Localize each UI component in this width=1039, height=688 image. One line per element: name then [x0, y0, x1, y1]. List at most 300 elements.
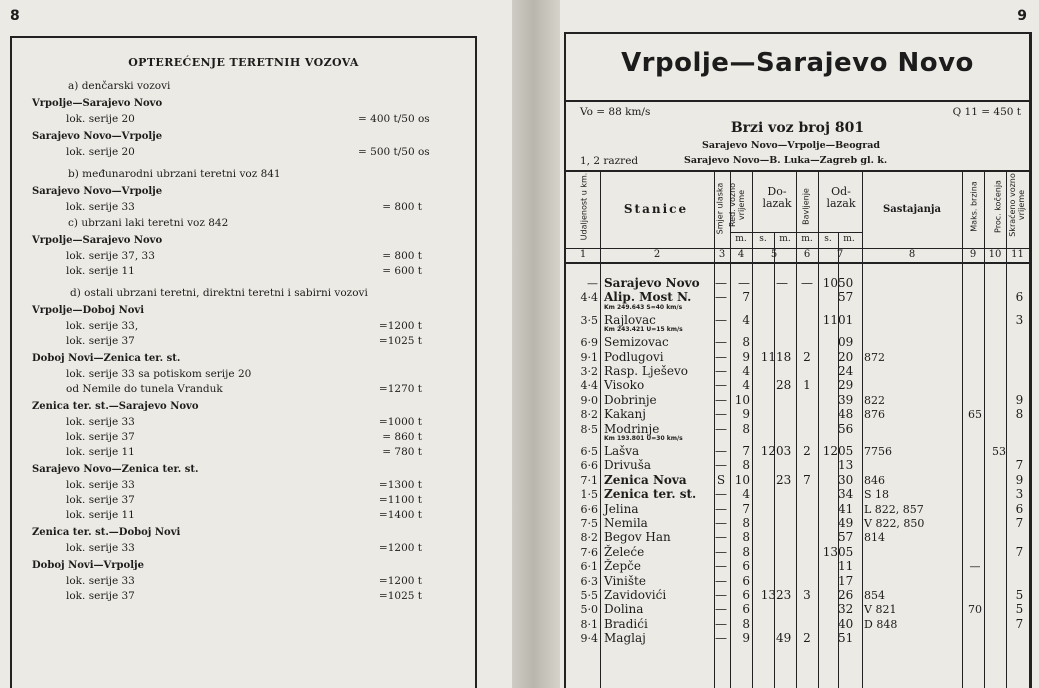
section-heading [12, 559, 475, 573]
load-item-text: Sarajevo Novo—Vrpolje [32, 186, 163, 197]
max-speed: 70 [968, 603, 982, 617]
load-item [12, 415, 475, 429]
load-value: =1200 t [378, 542, 422, 554]
run-time: 8 [742, 516, 750, 530]
station-km: 5·5 [580, 589, 598, 602]
load-item-text: lok. serije 33 [66, 542, 135, 554]
run-time: 9 [742, 349, 750, 364]
station-name: Zenica ter. st. [604, 487, 697, 502]
station-km: 9·0 [580, 393, 598, 407]
station-row [566, 378, 1029, 393]
departure-minute: 32 [838, 602, 854, 617]
dwell-time: 7 [803, 472, 811, 487]
station-row [566, 473, 1029, 488]
departure-minute: 57 [838, 530, 854, 545]
header-dep-s: s. [824, 234, 832, 244]
entry-direction: — [715, 588, 727, 602]
load-item-text: lok. serije 33 [66, 416, 135, 428]
load-item [12, 574, 475, 588]
header-maks-brzina: Maks. brzina [969, 181, 979, 232]
run-time: 6 [742, 602, 750, 617]
station-row [566, 530, 1029, 545]
title-rule [566, 100, 1029, 102]
station-name: Begov Han [604, 530, 671, 545]
station-row [566, 588, 1029, 603]
header-km: Udaljenost u km. [579, 172, 589, 241]
column-number: 10 [988, 249, 1002, 260]
load-value: =1400 t [378, 509, 422, 521]
load-item-text: d) ostali ubrzani teretni, direktni teretni i sabirni vozovi [70, 287, 368, 299]
entry-direction: — [715, 407, 727, 422]
load-item-text: a) denčarski vozovi [68, 80, 171, 92]
run-time: — [738, 276, 750, 290]
run-time: 6 [742, 588, 750, 602]
header-red-vozno: Red. vozno vrijeme [728, 182, 746, 228]
load-item-text: Doboj Novi—Zenica ter. st. [32, 353, 181, 364]
station-name: Želeće [604, 544, 645, 559]
arrival-minute: 23 [776, 472, 792, 487]
station-km: — [587, 277, 598, 290]
departure-hour: 10 [822, 276, 838, 290]
departure-minute: 26 [838, 588, 854, 602]
departure-minute: 49 [838, 516, 854, 530]
meets: 7756 [864, 445, 892, 458]
run-time: 9 [742, 631, 750, 646]
station-km: 7·1 [580, 473, 598, 487]
dwell-time: 3 [803, 588, 811, 602]
run-time: 4 [742, 378, 750, 393]
load-value: =1100 t [378, 494, 422, 506]
run-time: 7 [742, 444, 750, 458]
load-item-text: c) ubrzani laki teretni voz 842 [68, 217, 229, 229]
section-heading [12, 130, 475, 144]
station-row [566, 444, 1029, 459]
station-km: 7·6 [580, 545, 598, 559]
station-km: 1·5 [580, 488, 598, 502]
load-value: = 600 t [382, 265, 422, 277]
departure-minute: 05 [838, 544, 854, 559]
arrival-minute: 18 [776, 349, 792, 364]
load-item-text: Vrpolje—Sarajevo Novo [32, 98, 163, 109]
meets: V 822, 850 [864, 517, 925, 530]
page-number-right: 9 [1017, 8, 1027, 24]
station-km: 6·6 [580, 459, 598, 473]
header-dolazak: Do- lazak [762, 185, 792, 210]
station-row [566, 602, 1029, 617]
departure-minute: 13 [838, 458, 854, 473]
meets: D 848 [864, 617, 898, 631]
meets: 876 [864, 408, 885, 422]
departure-minute: 56 [838, 421, 854, 436]
load-value: =1000 t [378, 416, 422, 428]
departure-minute: 30 [838, 472, 854, 487]
reduced-run-time: 7 [1015, 516, 1024, 530]
category-label [12, 167, 475, 181]
route-line-2: Sarajevo Novo—B. Luka—Zagreb gl. k. [684, 155, 888, 166]
run-time: 8 [742, 616, 750, 631]
departure-minute: 24 [838, 364, 854, 378]
entry-direction: — [715, 530, 727, 545]
header-arr-m: m. [779, 234, 791, 244]
station-km: 8·1 [580, 617, 598, 631]
entry-direction: — [715, 378, 727, 393]
entry-direction: — [715, 290, 727, 305]
station-km: 9·4 [580, 632, 598, 646]
load-table-box [10, 36, 477, 688]
timetable-box [564, 32, 1032, 688]
departure-minute: 48 [838, 407, 854, 422]
section-heading [12, 400, 475, 414]
station-name: Modrinje [604, 421, 660, 436]
column-number: 11 [1011, 249, 1024, 260]
meets: 814 [864, 531, 885, 545]
speed-restriction-note: Km 249.643 S=40 km/s [604, 303, 683, 311]
station-row [566, 407, 1029, 422]
load-value: =1200 t [378, 575, 422, 587]
station-name: Kakanj [604, 407, 646, 422]
meets: 872 [864, 350, 885, 364]
load-item-text: b) međunarodni ubrzani teretni voz 841 [68, 168, 281, 180]
category-label [12, 286, 475, 300]
run-time: 7 [742, 290, 750, 305]
section-heading [12, 526, 475, 540]
load-item [12, 264, 475, 278]
station-row [566, 516, 1029, 531]
departure-hour: 13 [822, 544, 838, 559]
station-name: Dolina [604, 602, 644, 617]
header-top-rule [566, 170, 1029, 172]
departure-minute: 09 [838, 335, 854, 350]
load-item [12, 145, 475, 159]
entry-direction: — [715, 335, 727, 350]
load-item-text: lok. serije 33 [66, 479, 135, 491]
run-time: 4 [742, 312, 750, 327]
dwell-time: — [801, 276, 813, 290]
departure-minute: 50 [838, 276, 854, 290]
arrival-minute: 23 [776, 588, 792, 602]
station-name: Dobrinje [604, 392, 657, 407]
station-km: 4·4 [580, 291, 598, 305]
entry-direction: — [715, 312, 727, 327]
entry-direction: — [715, 364, 727, 378]
load-item-text: lok. serije 37 [66, 335, 135, 347]
q-load: Q 11 = 450 t [952, 106, 1021, 118]
departure-minute: 39 [838, 392, 854, 407]
station-row [566, 393, 1029, 408]
load-value: =1300 t [378, 479, 422, 491]
load-item-text: Zenica ter. st.—Sarajevo Novo [32, 401, 199, 412]
entry-direction: — [715, 573, 727, 588]
departure-minute: 11 [838, 559, 854, 574]
station-km: 6·3 [580, 574, 598, 588]
book-gutter [512, 0, 560, 688]
load-item [12, 200, 475, 214]
run-time: 8 [742, 530, 750, 545]
load-item-text: lok. serije 20 [66, 146, 135, 158]
load-value: =1025 t [378, 590, 422, 602]
entry-direction: S [716, 472, 726, 487]
entry-direction: — [715, 444, 727, 458]
station-km: 4·4 [580, 379, 598, 393]
station-row [566, 350, 1029, 365]
station-row [566, 458, 1029, 473]
station-name: Alip. Most N. [604, 290, 692, 305]
load-item [12, 508, 475, 522]
category-label [12, 79, 475, 93]
speed-restriction-note: Km 193.801 U=30 km/s [604, 435, 683, 442]
load-value: = 800 t [382, 201, 422, 213]
route-line-1: Sarajevo Novo—Vrpolje—Beograd [702, 140, 880, 151]
load-item-text: Doboj Novi—Vrpolje [32, 560, 144, 571]
run-time: 4 [742, 487, 750, 502]
load-item-text: Vrpolje—Doboj Novi [32, 305, 144, 316]
column-number: 2 [653, 249, 661, 260]
station-name: Bradići [604, 616, 648, 631]
station-km: 6·1 [580, 560, 598, 574]
column-number: 1 [579, 249, 587, 260]
header-sastajanja: Sastajanja [883, 204, 941, 215]
arrival-minute: 03 [776, 444, 792, 458]
station-km: 3·5 [580, 313, 598, 327]
run-time: 8 [742, 458, 750, 473]
station-row [566, 502, 1029, 517]
vo-speed: Vo = 88 km/s [580, 106, 651, 118]
class-info: 1, 2 razred [580, 155, 639, 167]
station-row [566, 631, 1029, 646]
run-time: 7 [742, 501, 750, 516]
right-page [560, 0, 1039, 688]
station-row [566, 559, 1029, 574]
load-item [12, 367, 475, 381]
meets: L 822, 857 [864, 502, 924, 516]
dwell-time: 1 [803, 378, 811, 393]
header-odlazak: Od- lazak [826, 185, 856, 210]
load-item-text: Zenica ter. st.—Doboj Novi [32, 527, 181, 538]
run-time: 6 [742, 573, 750, 588]
load-item-text: lok. serije 11 [66, 265, 135, 277]
section-heading [12, 352, 475, 366]
reduced-run-time: 6 [1015, 290, 1024, 305]
reduced-run-time: 7 [1015, 616, 1024, 631]
station-name: Podlugovi [604, 349, 664, 364]
load-value: =1200 t [378, 320, 422, 332]
column-number: 6 [803, 249, 811, 260]
header-stanice: Stanice [623, 202, 689, 216]
station-name: Drivuša [604, 458, 652, 473]
load-item [12, 430, 475, 444]
header-bavljenje: Bavljenje [801, 188, 811, 225]
entry-direction: — [715, 631, 727, 646]
station-name: Visoko [604, 378, 645, 393]
arrival-hour: 11 [760, 349, 776, 364]
arrival-hour: 13 [760, 588, 776, 602]
header-arr-s: s. [759, 234, 767, 244]
reduced-run-time: 6 [1015, 501, 1024, 516]
entry-direction: — [715, 516, 727, 530]
meets: 822 [864, 393, 885, 407]
load-item-text: lok. serije 11 [66, 509, 135, 521]
dwell-time: 2 [803, 349, 811, 364]
section-heading [12, 463, 475, 477]
load-item [12, 382, 475, 396]
run-time: 8 [742, 421, 750, 436]
station-name: Vinište [604, 573, 646, 588]
station-name: Nemila [604, 516, 648, 530]
station-km: 3·2 [580, 365, 598, 378]
load-item [12, 541, 475, 555]
station-row [566, 276, 1029, 291]
max-speed: — [969, 560, 981, 574]
entry-direction: — [715, 392, 727, 407]
max-speed: 65 [968, 408, 982, 422]
load-item-text: lok. serije 11 [66, 446, 135, 458]
load-item-text: lok. serije 37 [66, 590, 135, 602]
run-time: 10 [734, 472, 750, 487]
reduced-run-time: 9 [1015, 472, 1024, 487]
column-number: 8 [908, 249, 916, 260]
departure-minute: 40 [838, 616, 854, 631]
entry-direction: — [715, 501, 727, 516]
column-number: 3 [718, 249, 726, 260]
station-km: 5·0 [580, 603, 598, 617]
departure-minute: 51 [838, 631, 854, 646]
load-item [12, 319, 475, 333]
station-km: 6·5 [580, 445, 598, 458]
header-stop-m: m. [801, 234, 813, 244]
meets: 854 [864, 589, 885, 602]
load-value: = 400 t/50 os [358, 113, 430, 125]
load-item [12, 249, 475, 263]
station-row [566, 335, 1029, 350]
load-item-text: lok. serije 37 [66, 431, 135, 443]
station-name: Zavidovići [604, 588, 667, 602]
departure-minute: 29 [838, 378, 854, 393]
timetable-title: Vrpolje—Sarajevo Novo [621, 48, 974, 78]
load-item-text: lok. serije 37 [66, 494, 135, 506]
station-km: 9·1 [580, 350, 598, 364]
run-time: 8 [742, 335, 750, 350]
section-heading [12, 97, 475, 111]
run-time: 8 [742, 544, 750, 559]
braking-percent: 53 [992, 445, 1006, 458]
departure-minute: 05 [838, 444, 854, 458]
station-row [566, 545, 1029, 560]
run-time: 10 [734, 392, 750, 407]
entry-direction: — [715, 559, 727, 574]
load-item-text: lok. serije 33 [66, 201, 135, 213]
header-red-m: m. [735, 234, 747, 244]
station-km: 7·5 [580, 517, 598, 530]
departure-minute: 57 [838, 290, 854, 305]
station-km: 6·6 [580, 502, 598, 516]
reduced-run-time: 9 [1015, 392, 1024, 407]
entry-direction: — [715, 616, 727, 631]
section-heading [12, 185, 475, 199]
station-row [566, 487, 1029, 502]
column-number: 7 [836, 249, 844, 260]
station-name: Sarajevo Novo [604, 276, 700, 290]
reduced-run-time: 7 [1015, 458, 1024, 473]
left-page [0, 0, 512, 688]
reduced-run-time: 8 [1015, 407, 1024, 422]
entry-direction: — [715, 349, 727, 364]
departure-hour: 11 [822, 312, 838, 327]
run-time: 4 [742, 364, 750, 378]
load-item-text: Vrpolje—Sarajevo Novo [32, 235, 163, 246]
station-name: Žepče [604, 559, 641, 574]
station-km: 8·2 [580, 408, 598, 422]
load-item-text: lok. serije 20 [66, 113, 135, 125]
reduced-run-time: 5 [1015, 588, 1024, 602]
entry-direction: — [715, 602, 727, 617]
entry-direction: — [715, 458, 727, 473]
header-dep-m: m. [843, 234, 855, 244]
dwell-time: 2 [803, 631, 811, 646]
entry-direction: — [715, 487, 727, 502]
station-km: 8·5 [580, 422, 598, 436]
page-number-left: 8 [10, 8, 20, 24]
load-value: = 780 t [382, 446, 422, 458]
station-name: Jelina [604, 501, 639, 516]
reduced-run-time: 7 [1015, 544, 1024, 559]
load-item-text: lok. serije 37, 33 [66, 250, 155, 262]
meets: 846 [864, 473, 885, 487]
meets: S 18 [864, 488, 890, 502]
entry-direction: — [715, 544, 727, 559]
column-number: 4 [737, 249, 745, 260]
header-proc-kocenja: Proc. kočenja [993, 180, 1003, 233]
station-name: Maglaj [604, 631, 646, 646]
dwell-time: 2 [803, 444, 811, 458]
station-row [566, 617, 1029, 632]
station-name: Zenica Nova [604, 472, 687, 487]
departure-minute: 41 [838, 501, 854, 516]
header-smjer: Smjer ulaska [715, 182, 725, 235]
entry-direction: — [715, 421, 727, 436]
speed-restriction-note: Km 243.421 U=15 km/s [604, 326, 683, 334]
load-item-text: lok. serije 33 [66, 575, 135, 587]
run-time: 6 [742, 559, 750, 574]
reduced-run-time: 3 [1015, 487, 1024, 502]
load-value: = 500 t/50 os [358, 146, 430, 158]
section-heading [12, 234, 475, 248]
station-row [566, 364, 1029, 379]
station-name: Semizovac [604, 335, 669, 350]
departure-hour: 12 [822, 444, 838, 458]
load-item-text: lok. serije 33, [66, 320, 139, 332]
departure-minute: 20 [838, 349, 854, 364]
load-item [12, 589, 475, 603]
load-item [12, 445, 475, 459]
arrival-minute: — [776, 276, 788, 290]
entry-direction: — [715, 276, 727, 290]
train-number: Brzi voz broj 801 [730, 120, 865, 136]
load-item [12, 112, 475, 126]
load-value: = 860 t [382, 431, 422, 443]
station-row [566, 574, 1029, 589]
header-skraceno: Skraćeno vozno vrijeme [1008, 173, 1026, 237]
load-item [12, 493, 475, 507]
category-label [12, 216, 475, 230]
reduced-run-time: 3 [1015, 312, 1024, 327]
arrival-hour: 12 [760, 444, 776, 458]
load-item [12, 334, 475, 348]
load-value: =1025 t [378, 335, 422, 347]
departure-minute: 17 [838, 573, 854, 588]
station-km: 8·2 [580, 531, 598, 545]
load-item-text: od Nemile do tunela Vranduk [66, 383, 223, 395]
departure-minute: 01 [838, 312, 854, 327]
